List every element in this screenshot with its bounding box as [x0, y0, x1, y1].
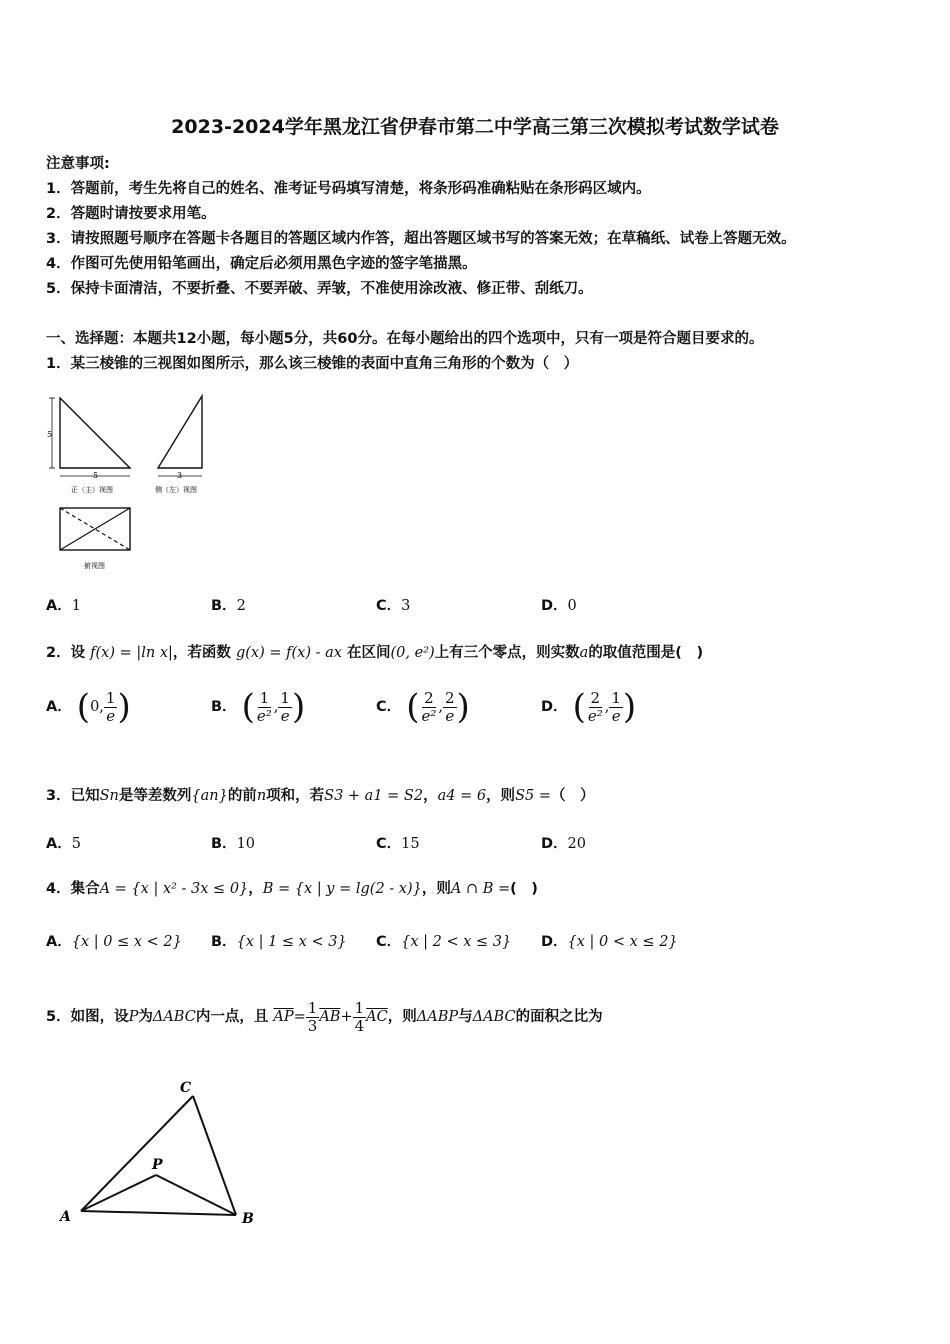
label-p: P	[152, 1157, 163, 1173]
q1-option-a[interactable]: A．1	[46, 598, 81, 614]
q1-option-d[interactable]: D．0	[541, 598, 577, 614]
notice-item: 5．保持卡面清洁，不要折叠、不要弄破、弄皱，不准使用涂改液、修正带、刮纸刀。	[46, 281, 593, 297]
side-view-label: 侧（左）视图	[155, 486, 197, 494]
notice-item: 1．答题前，考生先将自己的姓名、准考证号码填写清楚，将条形码准确粘贴在条形码区域内。	[46, 181, 651, 197]
q1-stem: 1．某三棱锥的三视图如图所示，那么该三棱锥的表面中直角三角形的个数为（ ）	[46, 356, 579, 372]
q3-option-d[interactable]: D．20	[541, 836, 586, 852]
q3-stem: 3．已知Sn是等差数列{an}的前n项和，若S3 + a1 = S2，a4 = 6，则S5 =（ ）	[46, 788, 595, 804]
q5-triangle-figure	[56, 1074, 266, 1234]
q2-f-def: f(x) = |ln x|	[90, 645, 173, 661]
q5-stem: 5．如图，设P为ΔABC内一点，且 $\overline{AP}=$ $\frac{1}{3}$ $\overline{AB}+$ $\frac{1}{4}$ $\overline{AC}$，则ΔABP与ΔABC的面积之比为	[46, 999, 603, 1035]
label-a: A	[60, 1209, 71, 1225]
side-view	[155, 396, 202, 494]
q2-option-b[interactable]: B． ( $\frac{1}{\text{e²}}$ , $\frac{1}{e}$ )	[211, 687, 306, 727]
q2-interval: (0, e²)	[390, 645, 435, 661]
front-view-label: 正（主）视图	[71, 486, 113, 494]
q3-option-c[interactable]: C．15	[376, 836, 420, 852]
top-view-label: 俯视图	[84, 562, 105, 570]
q4-option-d[interactable]: D．{x | 0 < x ≤ 2}	[541, 934, 678, 950]
dim-front-height: 5	[47, 430, 53, 439]
section-heading: 一、选择题：本题共12小题，每小题5分，共60分。在每小题给出的四个选项中，只有一项是符合题目要求的。	[46, 331, 764, 347]
q1-option-c[interactable]: C．3	[376, 598, 411, 614]
dim-side-width: 3	[177, 471, 183, 480]
q4-option-c[interactable]: C．{x | 2 < x ≤ 3}	[376, 934, 512, 950]
q2-option-c[interactable]: C． ( $\frac{2}{\text{e²}}$ , $\frac{2}{e}$ )	[376, 687, 470, 727]
q3-option-a[interactable]: A．5	[46, 836, 81, 852]
q4-stem: 4．集合A = {x | x² - 3x ≤ 0}，B = {x | y = lg(2 - x)}，则A ∩ B =( )	[46, 881, 538, 897]
notice-heading: 注意事项:	[46, 156, 110, 172]
q3-option-b[interactable]: B．10	[211, 836, 256, 852]
notice-item: 3．请按照题号顺序在答题卡各题目的答题区域内作答，超出答题区域书写的答案无效；在草稿纸、试卷上答题无效。	[46, 231, 796, 247]
q4-option-a[interactable]: A．{x | 0 ≤ x < 2}	[46, 934, 182, 950]
q2-option-a[interactable]: A． (0, $\frac{1}{e}$ )	[46, 687, 131, 727]
label-c: C	[180, 1080, 192, 1096]
notice-item: 2．答题时请按要求用笔。	[46, 206, 216, 222]
q4-option-b[interactable]: B．{x | 1 ≤ x < 3}	[211, 934, 347, 950]
front-view	[47, 398, 130, 494]
top-view	[60, 508, 130, 570]
q1-three-view-figure	[44, 388, 224, 578]
q2-stem: 2．设 f(x) = |ln x|，若函数 g(x) = f(x) - ax 在区间(0, e²)上有三个零点，则实数a的取值范围是( )	[46, 645, 704, 661]
q2-g-def: g(x) = f(x) - ax	[235, 645, 342, 661]
label-b: B	[242, 1211, 254, 1227]
q1-option-b[interactable]: B．2	[211, 598, 246, 614]
notice-item: 4．作图可先使用铅笔画出，确定后必须用黑色字迹的签字笔描黑。	[46, 256, 477, 272]
page-title: 2023-2024学年黑龙江省伊春市第二中学高三第三次模拟考试数学试卷	[171, 116, 779, 138]
q2-option-d[interactable]: D． ( $\frac{2}{\text{e²}}$ , $\frac{1}{e}$ )	[541, 687, 637, 727]
dim-front-width: 5	[93, 471, 99, 480]
